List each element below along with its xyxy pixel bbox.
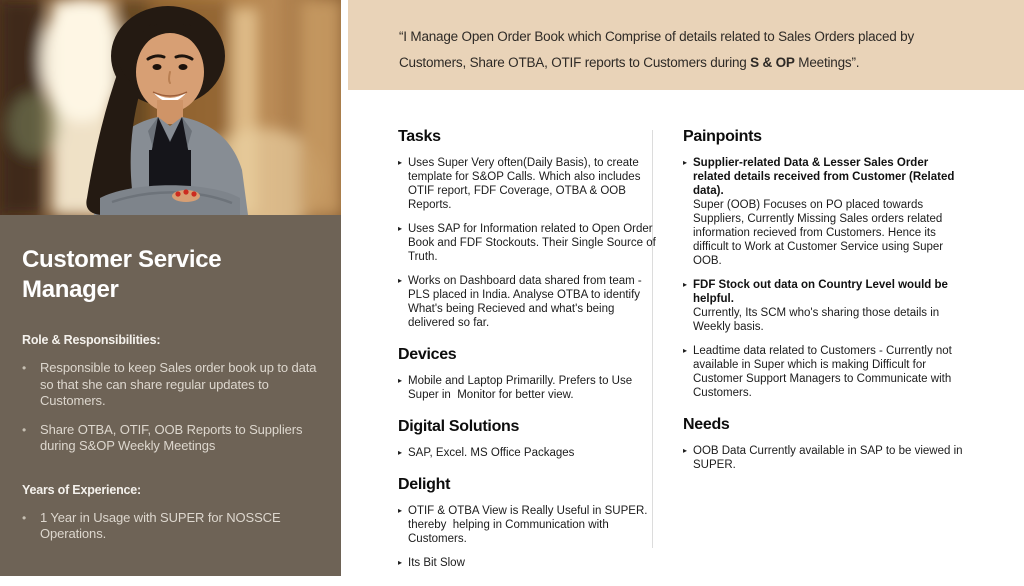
quote-text: Meetings”. [794,55,860,70]
list-item [683,278,966,334]
section-title: Devices [398,346,457,363]
quote-banner [348,0,1024,90]
persona-photo-illustration [0,0,341,215]
experience-item-text: 1 Year in Usage with SUPER for NOSSCE Operations. [40,509,285,541]
section-title: Tasks [398,128,441,145]
item-text: Uses SAP for Information related to Open Order Book and FDF Stockouts. Their Single Source of Truth. [408,223,659,263]
item-text: Mobile and Laptop Primarilly. Prefers to Use Super in Monitor for better view. [408,375,636,401]
item-text: Works on Dashboard data shared from team - PLS placed in India. Analyse OTBA to identify What's being Recieved and what's being delivered so far. [408,275,645,329]
bullet-dot-icon: • [22,422,27,437]
right-column [683,128,966,488]
bullet-dot-icon: • [22,361,27,375]
list-item [398,556,660,570]
quote-bold-text: S & OP [750,55,795,70]
list-item [398,446,660,460]
bullet-triangle-icon: ▸ [683,346,688,355]
list-item [683,344,966,400]
list-item [398,374,660,402]
list-item [398,222,660,264]
section-title: Delight [398,476,451,493]
section-title: Digital Solutions [398,418,520,435]
role-item-text: Responsible to keep Sales order book up to data so that she can share regular updates to Customers. [40,360,320,408]
list-item [683,156,966,268]
persona-photo [0,0,341,215]
persona-summary-panel [0,215,341,576]
persona-quote [399,24,974,76]
list-item [398,504,660,546]
bullet-triangle-icon: ▸ [398,448,403,457]
item-text: Its Bit Slow [408,557,465,569]
bullet-triangle-icon: ▸ [398,276,403,285]
bullet-triangle-icon: ▸ [398,506,403,515]
bullet-triangle-icon: ▸ [398,224,403,233]
bullet-triangle-icon: ▸ [683,280,688,289]
section-title: Painpoints [683,128,762,145]
section-painpoints [683,128,966,400]
list-item [22,422,319,455]
item-text: OOB Data Currently available in SAP to be viewed in SUPER. [693,445,966,471]
bullet-dot-icon: • [22,510,27,525]
list-item [22,510,319,543]
role-item-text: Share OTBA, OTIF, OOB Reports to Suppliers during S&OP Weekly Meetings [40,421,306,453]
bullet-triangle-icon: ▸ [398,558,403,567]
item-text: Super (OOB) Focuses on PO placed towards Suppliers, Currently Missing Sales orders related information recieved from Customers. Hence its difficult to Work at Customer Service using Super OOB. [693,199,947,267]
years-of-experience-label: Years of Experience: [22,482,141,497]
section-digital-solutions [398,418,660,460]
item-text: SAP, Excel. MS Office Packages [408,447,575,459]
persona-title: Customer Service Manager [22,246,222,303]
item-text: Leadtime data related to Customers - Currently not available in Super which is making Difficult for Customer Support Managers to Communicate with Customers. [693,345,956,399]
section-delight [398,476,660,570]
bullet-triangle-icon: ▸ [683,446,688,455]
list-item [398,274,660,330]
list-item [398,156,660,212]
main-content [348,90,1024,576]
left-column [398,128,660,586]
quote-text: “I Manage Open Order Book which Comprise of details related to Sales Orders placed by Customers, Share OTBA, OTIF reports to Customers during [399,29,915,70]
item-bold-text: Supplier-related Data & Lesser Sales Order related details received from Customer (Related data). [693,157,958,197]
item-text: OTIF & OTBA View is Really Useful in SUPER. thereby helping in Communication with Customers. [408,505,651,545]
section-title: Needs [683,416,730,433]
section-tasks [398,128,660,330]
item-bold-text: FDF Stock out data on Country Level would be helpful. [693,279,952,305]
bullet-triangle-icon: ▸ [683,158,688,167]
item-text: Uses Super Very often(Daily Basis), to create template for S&OP Calls. Which also includes OTIF report, FDF Coverage, OTBA & OOB Reports. [408,157,644,211]
bullet-triangle-icon: ▸ [398,158,403,167]
item-text: Currently, Its SCM who's sharing those details in Weekly basis. [693,307,943,333]
role-responsibilities-label: Role & Responsibilities: [22,333,161,347]
list-item [683,444,966,472]
section-devices [398,346,660,402]
section-needs [683,416,966,472]
list-item [22,360,319,410]
bullet-triangle-icon: ▸ [398,376,403,385]
